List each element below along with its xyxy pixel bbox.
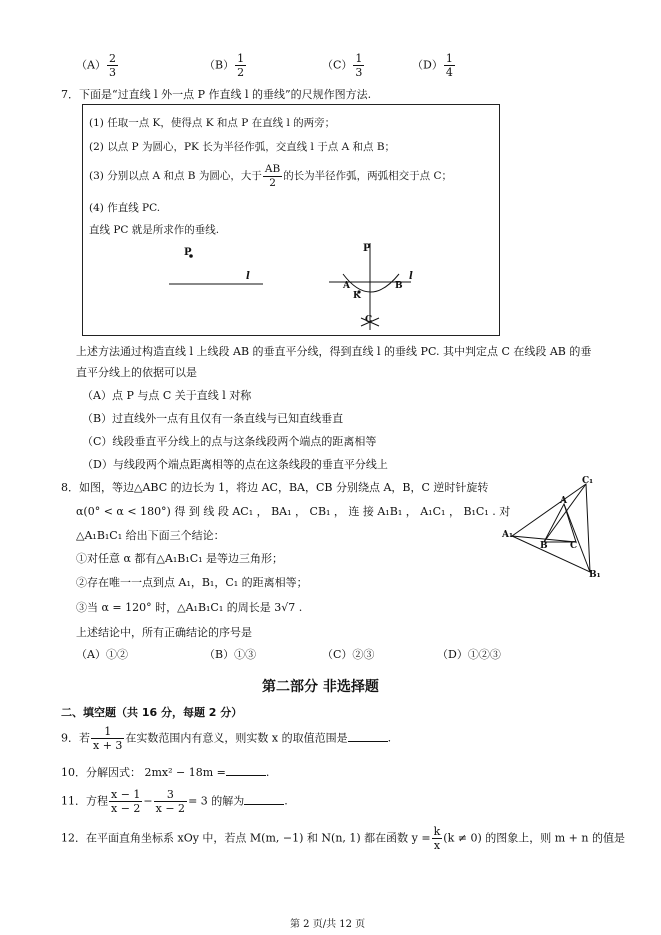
q6-option-d: （D） $\frac{1}{4}$ <box>412 52 453 79</box>
q7-option-c: （C）线段垂直平分线上的点与这条线段两个端点的距离相等 <box>82 435 377 448</box>
q8-option-c: （C）②③ <box>322 648 375 661</box>
section-fill-in-header: 二、填空题（共 16 分，每题 2 分） <box>61 706 243 719</box>
q7-step-conclusion: 直线 PC 就是所求作的垂线. <box>89 224 220 236</box>
q7-step-4: (4) 作直线 PC. <box>89 202 161 214</box>
q7-option-a: （A）点 P 与点 C 关于直线 l 对称 <box>82 389 252 402</box>
seg-c1b <box>544 484 586 542</box>
q7-step-2: (2) 以点 P 为圆心，PK 长为半径作弧，交直线 l 于点 A 和点 B； <box>89 141 396 153</box>
fig-label-p-right: P <box>363 243 371 254</box>
q8-option-d: （D）①②③ <box>437 648 501 661</box>
fig8-label-a1: A₁ <box>502 530 513 540</box>
q8-option-b: （B）①③ <box>204 648 257 661</box>
arc-from-p <box>343 274 399 292</box>
q8-line2: α(0° < α < 180°) 得 到 线 段 AC₁ ， BA₁ ， CB₁ ， 连 接 A₁B₁ ， A₁C₁ ， B₁C₁ . 对 <box>76 505 511 518</box>
fig8-label-c1: C₁ <box>582 476 594 486</box>
q7-step-3: (3) 分别以点 A 和点 B 为圆心，大于 $\frac{AB}{2}$ 的长为半径作弧，两弧相交于点 C； <box>89 163 453 189</box>
q7-explanation-line2: 直平分线上的依据可以是 <box>76 366 197 379</box>
fig-label-c: C <box>365 315 373 325</box>
q12: 12．在平面直角坐标系 xOy 中，若点 M(m, −1) 和 N(n, 1) 都在函数 y = $\frac{k}{x}$ (k ≠ 0) 的图象上，则 m + n 的值是 <box>61 825 625 852</box>
q8-line1: 8．如图，等边△ABC 的边长为 1，将边 AC，BA，CB 分别绕点 A，B，C 逆时针旋转 <box>61 481 489 494</box>
q6-option-b: （B） $\frac{1}{2}$ <box>204 52 245 79</box>
q7-option-b: （B）过直线外一点有且仅有一条直线与已知直线垂直 <box>82 412 344 425</box>
q11-answer-blank <box>244 794 284 805</box>
q9-answer-blank <box>348 731 388 742</box>
q7-stem: 7．下面是“过直线 l 外一点 P 作直线 l 的垂线”的尺规作图方法. <box>61 88 372 101</box>
q6-option-a: （A） $\frac{2}{3}$ <box>76 52 116 79</box>
q6-option-c: （C） $\frac{1}{3}$ <box>322 52 363 79</box>
fig8-label-b1: B₁ <box>589 570 601 580</box>
fig-label-k: K <box>353 291 361 301</box>
q10: 10．分解因式： 2mx² − 18m = . <box>61 766 270 779</box>
fig-label-a: A <box>343 281 350 291</box>
q11: 11．方程 $\frac{x - 1}{x - 2}$ − $\frac{3}{x - 2}$ = 3 的解为 . <box>61 788 288 815</box>
fig-label-l-right: l <box>409 271 413 282</box>
q9: 9．若 $\frac{1}{x + 3}$ 在实数范围内有意义，则实数 x 的取值范围是 . <box>61 725 392 752</box>
q8-conclusion-2: ②存在唯一一点到点 A₁，B₁，C₁ 的距离相等； <box>76 576 308 589</box>
fig-label-l-left: l <box>246 271 250 282</box>
fig8-label-c: C <box>570 541 578 551</box>
q8-conclusion-1: ①对任意 α 都有△A₁B₁C₁ 是等边三角形； <box>76 552 284 565</box>
q8-ask: 上述结论中，所有正确结论的序号是 <box>76 626 252 639</box>
fig-label-p-left: P <box>184 247 192 258</box>
q7-option-d: （D）与线段两个端点距离相等的点在这条线段的垂直平分线上 <box>82 458 388 471</box>
q7-figure-left <box>163 243 273 293</box>
fig8-label-a: A <box>560 496 567 506</box>
page-footer: 第 2 页/共 12 页 <box>290 919 366 930</box>
fig-label-b: B <box>395 281 403 291</box>
q8-line3: △A₁B₁C₁ 给出下面三个结论： <box>76 529 225 542</box>
part2-title: 第二部分 非选择题 <box>262 679 379 695</box>
q8-conclusion-3: ③当 α = 120° 时，△A₁B₁C₁ 的周长是 3√7 . <box>76 601 303 614</box>
q7-construction-box <box>82 104 500 336</box>
q10-answer-blank <box>226 765 266 776</box>
q8-option-a: （A）①② <box>76 648 128 661</box>
q7-step-1: (1) 任取一点 K，使得点 K 和点 P 在直线 l 的两旁； <box>89 117 336 129</box>
q7-explanation-line1: 上述方法通过构造直线 l 上线段 AB 的垂直平分线，得到直线 l 的垂线 PC. 其中判定点 C 在线段 AB 的垂 <box>76 345 592 358</box>
fig8-label-b: B <box>540 541 548 551</box>
